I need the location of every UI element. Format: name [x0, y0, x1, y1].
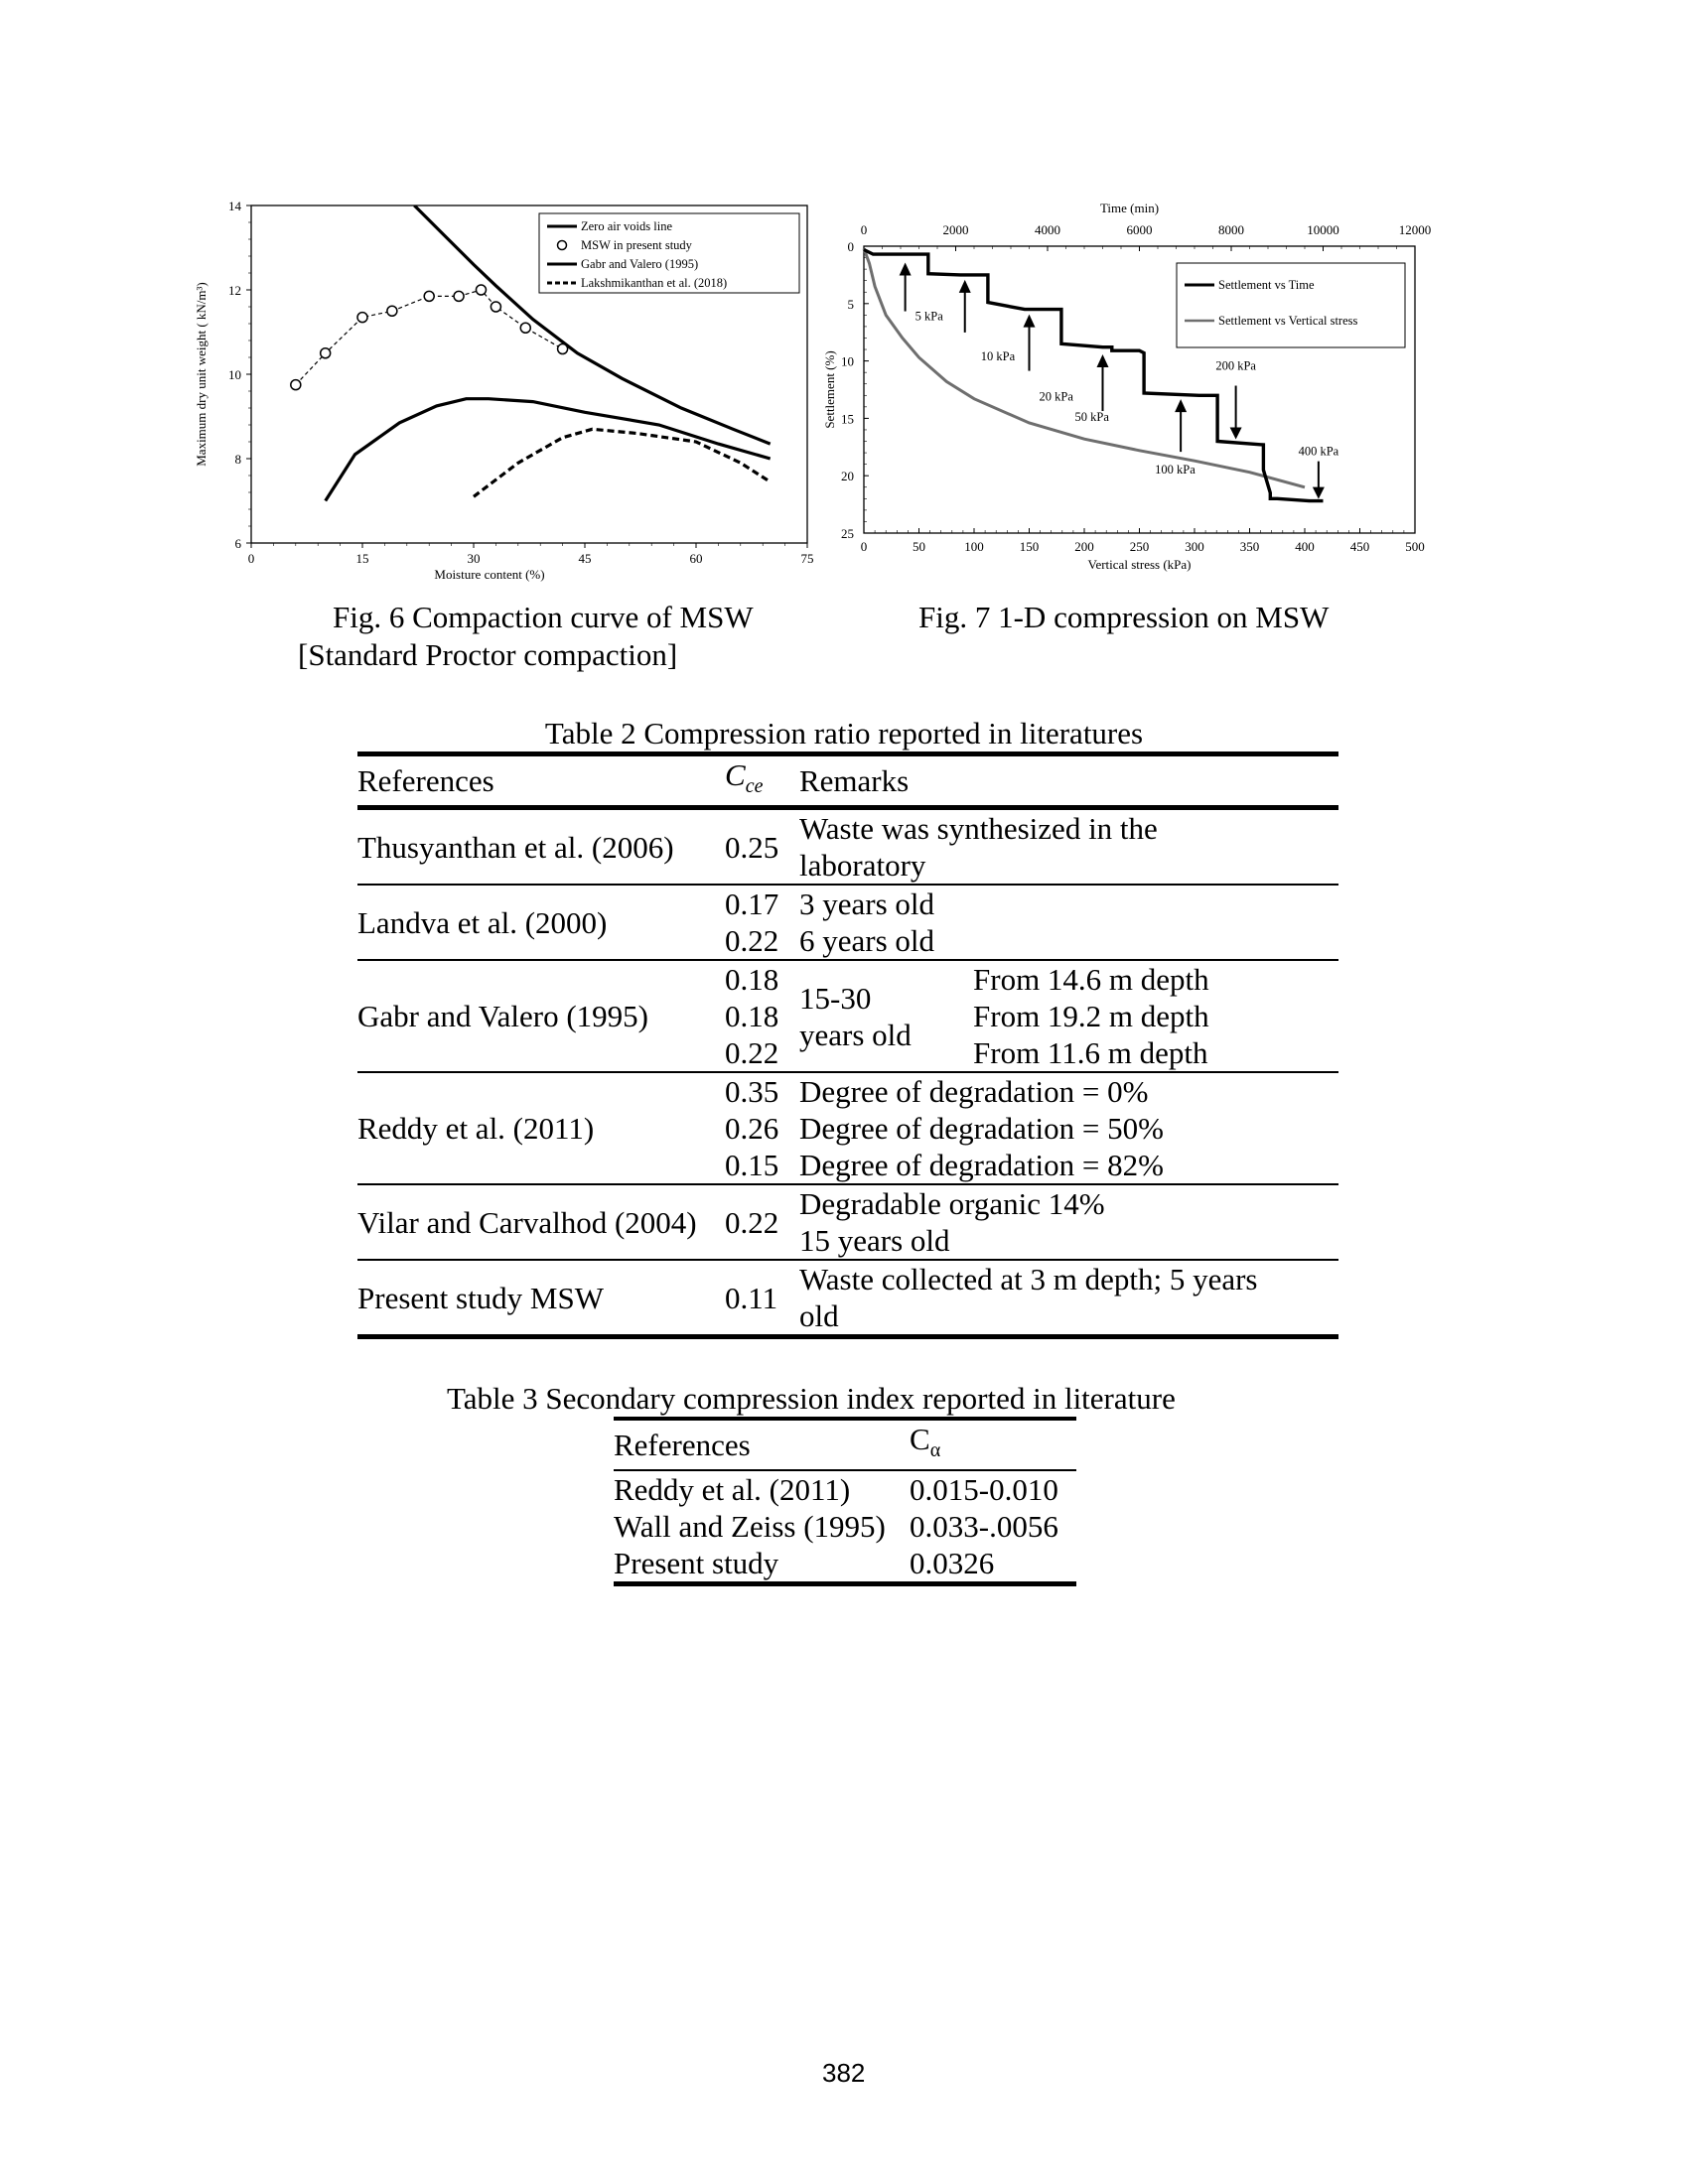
fig7-annotation-arrowhead: [1230, 428, 1242, 440]
fig7-annotation-label: 100 kPa: [1155, 463, 1196, 478]
fig6-data-point: [454, 291, 464, 301]
fig6-x-tick-label: 75: [800, 551, 814, 566]
fig7-annotation-arrowhead: [1097, 354, 1109, 367]
fig7-x2-tick-label: 12000: [1398, 222, 1432, 237]
fig7-x-tick-label: 300: [1185, 539, 1204, 554]
table-row: [614, 1470, 1076, 1508]
fig6-data-point: [424, 291, 434, 301]
table2-ref: Vilar and Carvalhod (2004): [357, 1204, 697, 1240]
fig7-annotation-arrowhead: [959, 280, 971, 293]
fig6-caption: [298, 599, 814, 674]
fig6-chart: [184, 194, 819, 591]
fig7-y-tick-label: 0: [847, 239, 854, 254]
fig7-annotation-label: 10 kPa: [980, 348, 1016, 363]
fig7-x-axis-label: Vertical stress (kPa): [1087, 557, 1192, 572]
fig7-x-tick-label: 450: [1349, 539, 1370, 554]
fig7-y-axis-label: Settlement (%): [822, 350, 837, 429]
table2-header-remarks: Remarks: [799, 763, 910, 799]
table-row: [357, 1072, 1338, 1184]
fig7-x2-tick-label: 8000: [1218, 222, 1244, 237]
table3-header-references: References: [614, 1428, 751, 1463]
table2-remark: Degree of degradation = 0% Degree of degradation = 50% Degree of degradation = 82%: [799, 1074, 1164, 1183]
table3-ref: Wall and Zeiss (1995): [614, 1509, 886, 1545]
fig6-legend-label: Lakshmikanthan et al. (2018): [581, 276, 728, 290]
table2: [357, 751, 1338, 1339]
fig6-data-point: [321, 348, 331, 358]
table2-header-references: References: [357, 763, 494, 799]
fig6-legend-label: Zero air voids line: [581, 219, 672, 233]
fig7-annotation-label: 200 kPa: [1215, 358, 1256, 373]
table2-remark: Degradable organic 14% 15 years old: [799, 1186, 1105, 1259]
table2-value: 0.25: [725, 829, 779, 865]
fig6-series-gabr-and-valero-1995-line: [326, 399, 771, 501]
table2-ref: Landva et al. (2000): [357, 904, 608, 940]
table2-value: 0.35 0.26 0.15: [725, 1074, 779, 1183]
table2-value: 0.22: [725, 1204, 779, 1240]
fig7-annotation-label: 50 kPa: [1074, 410, 1109, 425]
fig7-x-tick-label: 150: [1019, 539, 1040, 554]
fig7-x-tick-label: 50: [913, 539, 925, 554]
fig7-legend-label: Settlement vs Vertical stress: [1218, 314, 1358, 328]
table2-ref: Thusyanthan et al. (2006): [357, 829, 674, 865]
table3-ref: Present study: [614, 1546, 779, 1581]
fig6-data-point: [357, 313, 367, 323]
table-row: [357, 1260, 1338, 1337]
fig6-x-tick-label: 30: [467, 551, 481, 566]
fig7-x-tick-label: 100: [964, 539, 984, 554]
table2-value: 0.17 0.22: [725, 887, 779, 959]
table-row: [357, 960, 1338, 1072]
fig6-data-point: [520, 323, 530, 333]
table3-header-row: [614, 1419, 1076, 1470]
table-row: [357, 885, 1338, 960]
fig7-x-tick-label: 0: [860, 539, 868, 554]
fig6-series-lakshmikanthan-et-al-2018-line: [474, 429, 771, 496]
fig6-y-tick-label: 8: [234, 452, 241, 467]
fig6-legend-marker: [558, 241, 567, 250]
table2-ref: Present study MSW: [357, 1280, 604, 1315]
table2-ref: Reddy et al. (2011): [357, 1111, 595, 1147]
table2-age: 15-30 years old: [799, 980, 912, 1052]
fig7-x2-tick-label: 2000: [942, 222, 969, 237]
table-row: [614, 1545, 1076, 1584]
fig7-caption: Fig. 7 1-D compression on MSW: [918, 600, 1330, 634]
fig7-x2-tick-label: 0: [860, 222, 868, 237]
fig6-y-axis-label: Maximum dry unit weight ( kN/m³): [194, 282, 209, 467]
table3-value: 0.0326: [910, 1546, 995, 1581]
fig6-y-tick-label: 10: [228, 367, 241, 382]
fig6-caption-line2: [Standard Proctor compaction]: [298, 637, 678, 672]
fig7-x2-tick-label: 4000: [1035, 222, 1060, 237]
fig6-x-tick-label: 15: [355, 551, 369, 566]
fig7-chart: [819, 194, 1450, 591]
table-row: [357, 1184, 1338, 1260]
fig6-data-point: [476, 285, 486, 295]
table-row: [357, 808, 1338, 886]
fig7-annotation-arrowhead: [1313, 487, 1325, 499]
table2-value: 0.18 0.18 0.22: [725, 962, 779, 1071]
fig7-annotation-arrowhead: [1024, 315, 1036, 328]
table2-depths: From 14.6 m depth From 19.2 m depth From 11.6 m depth: [973, 962, 1209, 1071]
fig6-data-point: [291, 380, 301, 390]
table2-header-row: [357, 754, 1338, 808]
fig7-x-tick-label: 500: [1405, 539, 1425, 554]
table2-ref: Gabr and Valero (1995): [357, 999, 648, 1034]
fig6-y-tick-label: 14: [228, 199, 241, 213]
fig7-y-tick-label: 15: [841, 411, 854, 427]
fig7-x-tick-label: 250: [1129, 539, 1150, 554]
fig7-y-tick-label: 5: [847, 296, 854, 312]
table2-remark: [799, 960, 1338, 1072]
fig7-y-tick-label: 20: [841, 469, 854, 484]
table2-remark: Waste collected at 3 m depth; 5 years old: [799, 1262, 1258, 1334]
fig7-legend-label: Settlement vs Time: [1218, 278, 1315, 292]
fig7-legend-box: [1177, 263, 1405, 347]
fig7-annotation-label: 5 kPa: [914, 309, 943, 324]
fig6-legend-label: Gabr and Valero (1995): [581, 257, 699, 271]
table3-caption: Table 3 Secondary compression index reported in literature: [447, 1381, 1176, 1416]
table2-header-cce: $C_{ce}$: [725, 757, 764, 798]
fig6-caption-line1: Fig. 6 Compaction curve of MSW: [333, 600, 754, 634]
table-row: [614, 1508, 1076, 1545]
table3: [614, 1417, 1076, 1586]
fig7-annotation-label: 20 kPa: [1039, 389, 1073, 404]
fig6-series-msw-in-present-study-line: [296, 290, 563, 385]
fig7-annotation-arrowhead: [1175, 399, 1187, 412]
fig6-x-axis-label: Moisture content (%): [434, 567, 545, 582]
fig7-x-tick-label: 200: [1074, 539, 1094, 554]
fig6-data-point: [558, 344, 568, 354]
fig6-y-tick-label: 6: [234, 536, 241, 551]
fig6-x-tick-label: 45: [578, 551, 592, 566]
fig7-x-tick-label: 400: [1295, 539, 1315, 554]
table2-remark: Waste was synthesized in the laboratory: [799, 811, 1158, 884]
table3-value: 0.015-0.010: [910, 1472, 1058, 1508]
table3-ref: Reddy et al. (2011): [614, 1472, 851, 1508]
table2-caption: Table 2 Compression ratio reported in literatures: [544, 716, 1144, 751]
fig7-x-tick-label: 350: [1239, 539, 1260, 554]
table2-remark: 3 years old 6 years old: [799, 887, 935, 959]
table3-value: 0.033-.0056: [910, 1509, 1058, 1545]
fig7-x2-tick-label: 10000: [1307, 222, 1339, 237]
fig6-legend-label: MSW in present study: [581, 238, 692, 252]
fig6-data-point: [387, 306, 397, 316]
fig7-y-tick-label: 10: [841, 353, 854, 369]
fig7-x2-tick-label: 6000: [1126, 222, 1153, 237]
fig7-annotation-arrowhead: [900, 263, 912, 276]
fig6-y-tick-label: 12: [228, 283, 241, 298]
fig6-data-point: [491, 302, 500, 312]
fig6-x-tick-label: 60: [689, 551, 703, 566]
table2-value: 0.11: [725, 1280, 778, 1315]
page-number: 382: [822, 2058, 866, 2088]
fig7-y-tick-label: 25: [841, 526, 854, 541]
fig7-x2-axis-label: Time (min): [1099, 201, 1160, 215]
table3-header-calpha: $C_\alpha$: [910, 1422, 941, 1462]
fig7-annotation-label: 400 kPa: [1298, 444, 1339, 459]
fig6-x-tick-label: 0: [247, 551, 255, 566]
